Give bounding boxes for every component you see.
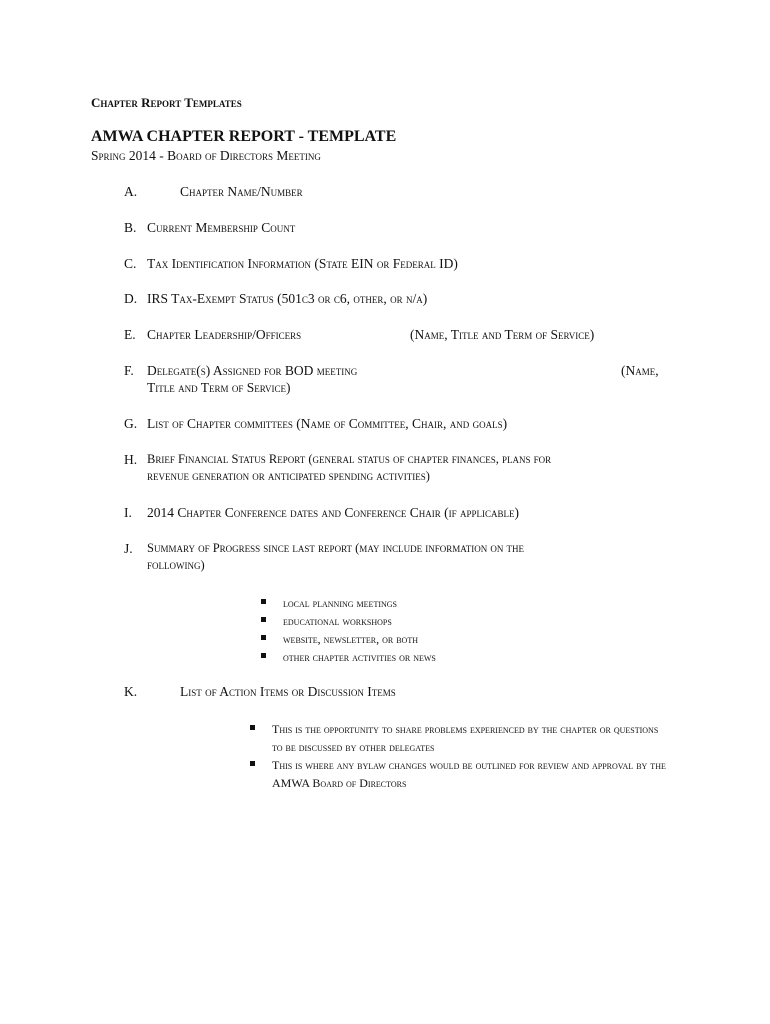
item-letter: D. (124, 291, 138, 306)
document-title: AMWA CHAPTER REPORT - TEMPLATE (91, 128, 397, 145)
item-letter: J. (124, 541, 133, 556)
j-bullet-list (261, 594, 581, 666)
bullet-square-icon (250, 725, 255, 730)
item-text: Current Membership Count (147, 220, 296, 235)
document-subtitle: Spring 2014 - Board of Directors Meeting (91, 148, 321, 163)
item-e (124, 327, 684, 347)
item-c (124, 256, 684, 276)
item-letter: A. (124, 184, 138, 199)
bullet-square-icon (261, 599, 266, 604)
item-letter: B. (124, 220, 137, 235)
bullet-square-icon (261, 653, 266, 658)
item-text: 2014 Chapter Conference dates and Conference Chair (if applicable) (147, 505, 520, 520)
item-text: List of Chapter committees (Name of Committee, Chair, and goals) (147, 416, 508, 431)
bullet-square-icon (261, 635, 266, 640)
section-title: Chapter Report Templates (91, 95, 242, 110)
item-text: Summary of Progress since last report (may include information on the (147, 541, 524, 555)
item-g (124, 416, 684, 436)
item-a (124, 184, 684, 204)
item-continuation: Title and Term of Service) (147, 380, 291, 395)
list-item: website, newsletter, or both (261, 630, 581, 648)
list-item: local planning meetings (261, 594, 581, 612)
list-item: educational workshops (261, 612, 581, 630)
item-note: (Name, (621, 363, 659, 378)
item-k (124, 684, 684, 704)
bullet-square-icon (261, 617, 266, 622)
item-text: Chapter Name/Number (180, 184, 303, 199)
item-continuation: revenue generation or anticipated spending activities) (147, 469, 430, 483)
item-d (124, 291, 684, 311)
item-text: Delegate(s) Assigned for BOD meeting (147, 363, 358, 378)
item-letter: I. (124, 505, 132, 520)
item-letter: K. (124, 684, 138, 699)
item-letter: G. (124, 416, 138, 431)
item-text: Brief Financial Status Report (general status of chapter finances, plans for (147, 452, 552, 466)
k-bullet-list (250, 720, 670, 792)
item-note: (Name, Title and Term of Service) (410, 327, 595, 342)
item-text: IRS Tax-Exempt Status (501c3 or c6, other, or n/a) (147, 291, 428, 306)
list-item: This is the opportunity to share problems experienced by the chapter or questions to be discussed by other delegates (250, 720, 670, 756)
item-letter: E. (124, 327, 136, 342)
list-item: other chapter activities or news (261, 648, 581, 666)
item-letter: H. (124, 452, 138, 467)
item-j (124, 541, 684, 577)
item-f (124, 363, 684, 399)
item-letter: C. (124, 256, 137, 271)
item-h (124, 452, 684, 488)
list-item: This is where any bylaw changes would be outlined for review and approval by the AMWA Board of Directors (250, 756, 670, 792)
item-i (124, 505, 684, 525)
item-text: Chapter Leadership/Officers (147, 327, 302, 342)
item-text: Tax Identification Information (State EIN or Federal ID) (147, 256, 458, 271)
bullet-square-icon (250, 761, 255, 766)
item-letter: F. (124, 363, 134, 378)
item-continuation: following) (147, 558, 205, 572)
item-b (124, 220, 684, 240)
item-text: List of Action Items or Discussion Items (180, 684, 396, 699)
